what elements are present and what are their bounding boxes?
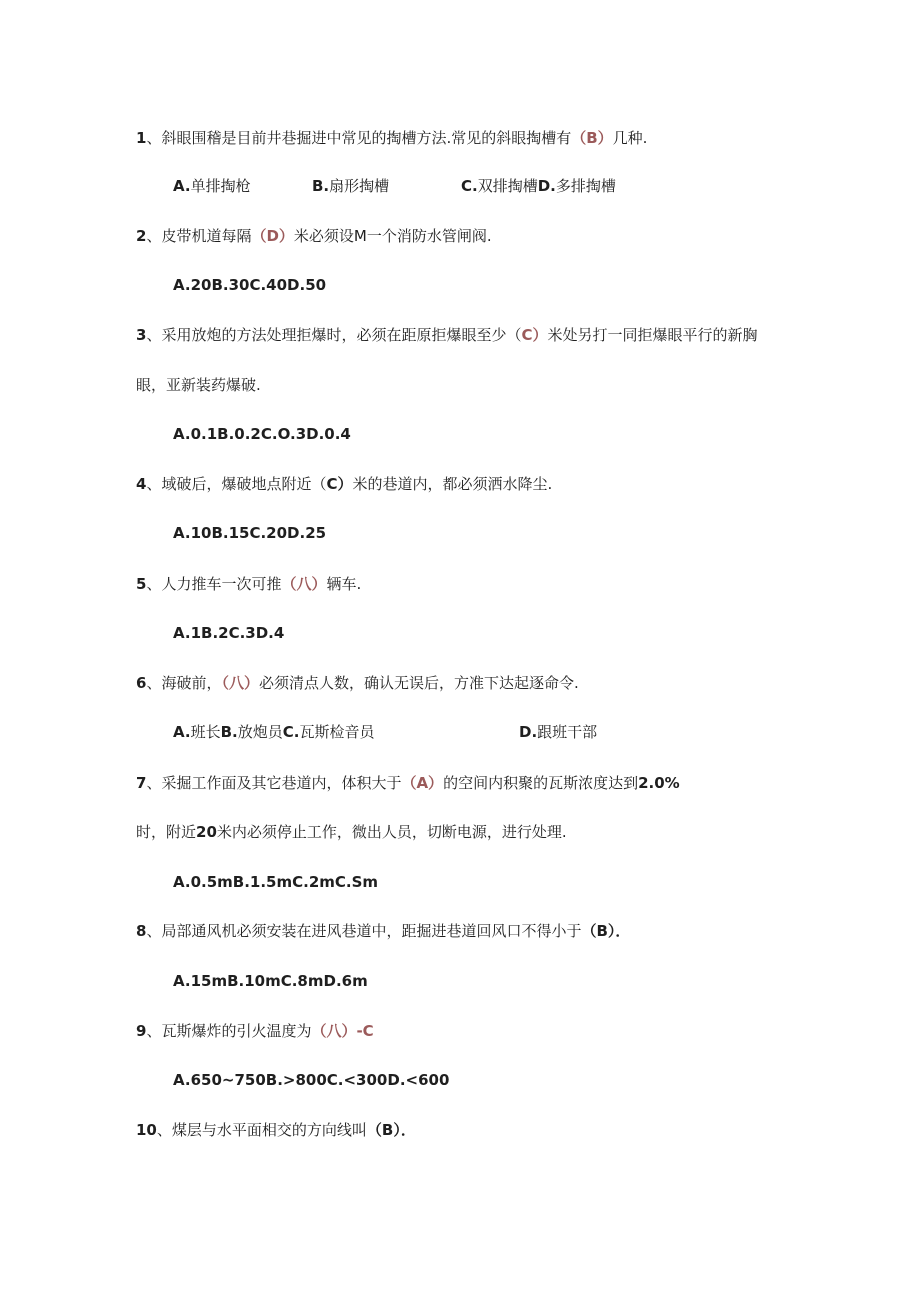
question-number: 5 <box>136 575 147 593</box>
options-2: A.20B.30C.40D.50 <box>173 276 327 294</box>
options-4: A.10B.15C.20D.25 <box>173 524 327 542</box>
option-text: 扇形掏槽 <box>329 177 390 195</box>
question-text: 、人力推车一次可推 <box>146 575 282 593</box>
question-4 <box>136 473 552 495</box>
answer: （八） <box>281 575 327 593</box>
question-text-end: 米内必须停止工作，微出人员，切断电源，进行处理. <box>216 823 567 841</box>
option-text: 双排掏槽 <box>477 177 538 195</box>
question-3 <box>136 324 757 346</box>
question-number: 8 <box>136 922 147 940</box>
question-text: 、采用放炮的方法处理拒爆时，必须在距原拒爆眼至少（ <box>146 326 522 344</box>
option-letter: B. <box>220 723 238 741</box>
answer: （八） <box>221 674 259 692</box>
concentration-value: 2.0% <box>638 774 680 792</box>
question-number: 10 <box>136 1121 157 1139</box>
option-text: 多排掏槽 <box>555 177 616 195</box>
question-text-end: 辆车. <box>326 575 362 593</box>
answer: C） <box>326 475 353 493</box>
question-7 <box>136 772 680 794</box>
question-9 <box>136 1020 374 1042</box>
question-2 <box>136 225 492 247</box>
question-5 <box>136 573 361 595</box>
question-text-end: 的空间内积聚的瓦斯浓度达到 <box>443 774 639 792</box>
question-number: 9 <box>136 1022 147 1040</box>
option-letter: D. <box>537 177 556 195</box>
question-text-end: 米的巷道内，都必须洒水降尘. <box>352 475 553 493</box>
options-6 <box>173 721 633 743</box>
question-text: 、局部通风机必须安装在进风巷道中，距掘进巷道回风口不得小于 <box>146 922 582 940</box>
question-text: 、煤层与水平面相交的方向线叫 <box>156 1121 367 1139</box>
option-letter: A. <box>173 177 191 195</box>
question-number: 3 <box>136 326 147 344</box>
option-text: 放炮员 <box>237 723 283 741</box>
question-6 <box>136 672 579 694</box>
option-letter: C. <box>282 723 300 741</box>
options-1 <box>173 175 633 197</box>
option-letter: C. <box>461 177 478 195</box>
question-text: 时，附近 <box>136 823 197 841</box>
question-text: 、皮带机道每隔 <box>146 227 252 245</box>
question-1 <box>136 127 647 149</box>
distance-value: 20 <box>196 823 217 841</box>
question-text: 、采掘工作面及其它巷道内，体积大于 <box>146 774 402 792</box>
question-number: 6 <box>136 674 147 692</box>
option-letter: A. <box>173 723 191 741</box>
option-letter: D. <box>519 723 538 741</box>
question-number: 7 <box>136 774 147 792</box>
option-text: 跟班干部 <box>537 723 598 741</box>
options-5: A.1B.2C.3D.4 <box>173 624 285 642</box>
question-text: 、瓦斯爆炸的引火温度为 <box>146 1022 312 1040</box>
answer: （A） <box>401 774 444 792</box>
question-text: 、斜眼围稽是目前井巷掘进中常见的掏槽方法.常见的斜眼掏槽有 <box>146 129 572 147</box>
options-7: A.0.5mB.1.5mC.2mC.Sm <box>173 873 379 891</box>
question-text: 、域破后，爆破地点附近（ <box>146 475 327 493</box>
answer: （B）． <box>366 1121 416 1139</box>
options-9: A.650~750B.>800C.<300D.<600 <box>173 1071 450 1089</box>
question-8 <box>136 920 630 942</box>
question-number: 1 <box>136 129 147 147</box>
question-10 <box>136 1119 416 1141</box>
answer: （B） <box>571 129 613 147</box>
options-8: A.15mB.10mC.8mD.6m <box>173 972 368 990</box>
answer: （八）-C <box>311 1022 374 1040</box>
question-text: 、海破前， <box>146 674 222 692</box>
option-text: 单排掏枪 <box>190 177 251 195</box>
question-7-continued <box>136 821 567 843</box>
question-number: 2 <box>136 227 147 245</box>
question-3-continued: 眼，亚新装药爆破. <box>136 376 261 394</box>
option-text: 瓦斯检音员 <box>299 723 375 741</box>
question-number: 4 <box>136 475 147 493</box>
question-text-end: 几种. <box>612 129 648 147</box>
options-3: A.0.1B.0.2C.O.3D.0.4 <box>173 425 351 443</box>
option-letter: B. <box>312 177 330 195</box>
answer: （D） <box>251 227 294 245</box>
question-text-end: 米必须设M一个消防水管闸阀. <box>293 227 492 245</box>
answer: （B）． <box>581 922 631 940</box>
question-text-end: 必须清点人数，确认无误后，方准下达起逐命令. <box>258 674 579 692</box>
question-text-end: 米处另打一同拒爆眼平行的新胸 <box>547 326 758 344</box>
answer: C） <box>521 326 548 344</box>
option-text: 班长 <box>190 723 221 741</box>
